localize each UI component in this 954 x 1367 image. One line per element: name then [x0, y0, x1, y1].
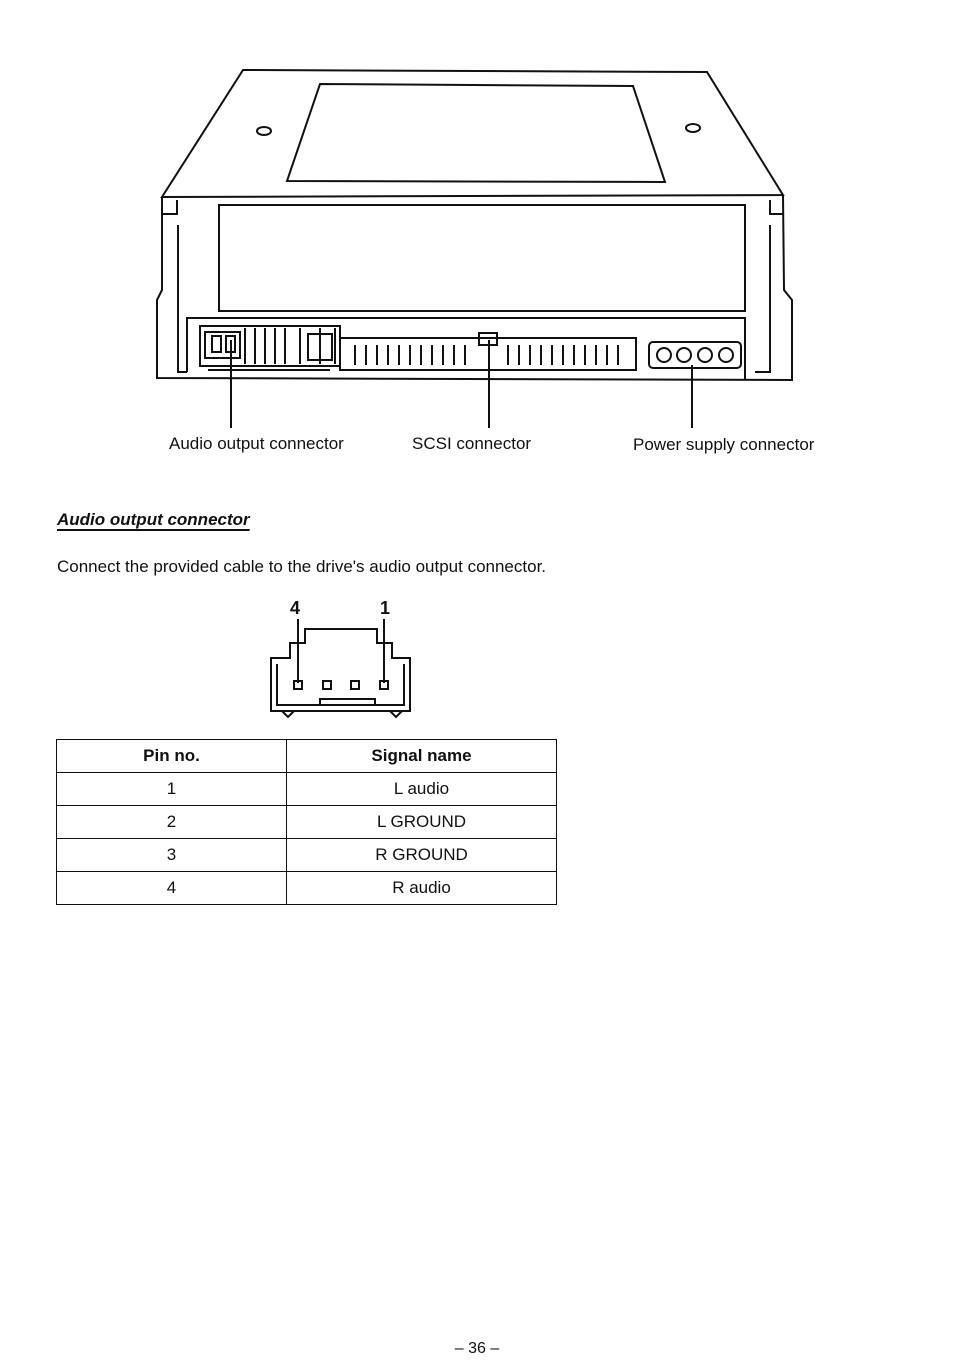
pin-4-label: 4	[290, 598, 301, 618]
power-connector-callout: Power supply connector	[633, 435, 815, 454]
signal-cell: R GROUND	[287, 839, 557, 872]
pin-1-label: 1	[380, 598, 391, 618]
table-row	[57, 872, 557, 905]
signal-cell: L audio	[287, 773, 557, 806]
table-row	[57, 773, 557, 806]
table-row	[57, 806, 557, 839]
page-number: – 36 –	[454, 1340, 500, 1357]
signal-cell: R audio	[287, 872, 557, 905]
audio-connector-diagram	[260, 615, 420, 725]
drive-rear-view-diagram	[0, 0, 954, 480]
intro-paragraph: Connect the provided cable to the drive's audio output connector.	[57, 557, 547, 576]
pin-cell: 1	[57, 773, 287, 806]
signal-cell: L GROUND	[287, 806, 557, 839]
pin-signal-table	[56, 739, 557, 905]
audio-connector-callout: Audio output connector	[169, 434, 344, 453]
table-row	[57, 839, 557, 872]
scsi-connector-callout: SCSI connector	[412, 434, 532, 453]
header-pin-no: Pin no.	[57, 740, 287, 773]
pin-cell: 2	[57, 806, 287, 839]
pin-cell: 4	[57, 872, 287, 905]
table-header-row	[57, 740, 557, 773]
section-title: Audio output connector	[57, 510, 250, 529]
pin-cell: 3	[57, 839, 287, 872]
header-signal-name: Signal name	[287, 740, 557, 773]
